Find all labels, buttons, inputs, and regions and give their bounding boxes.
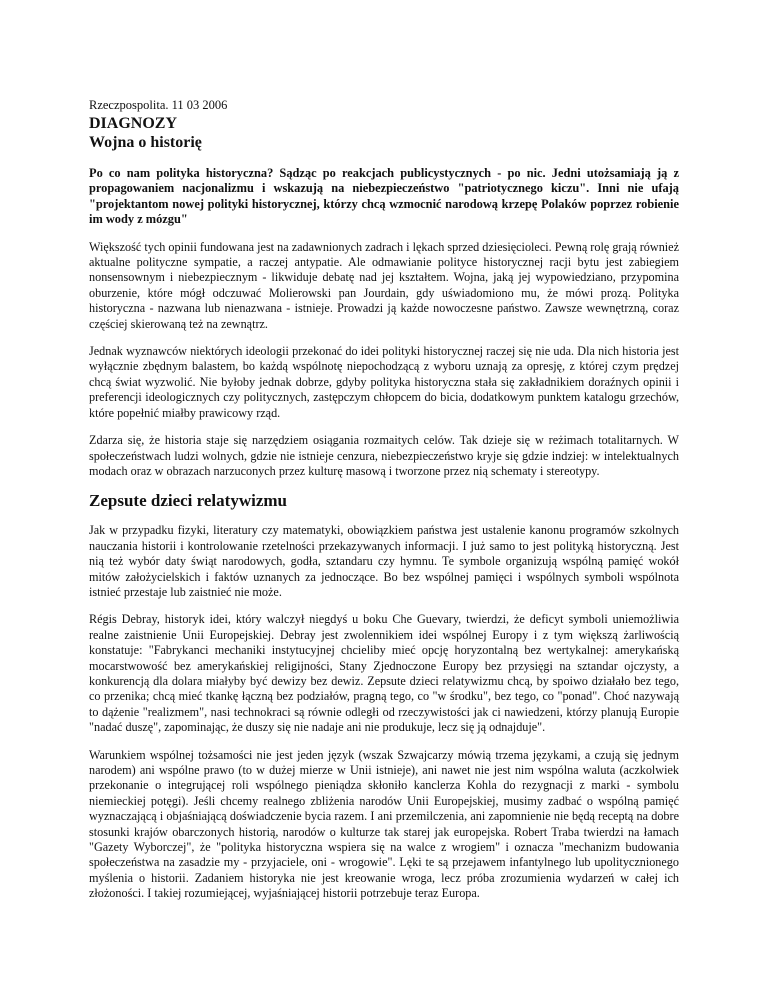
section-heading: Zepsute dzieci relatywizmu xyxy=(89,491,287,511)
body-paragraph: Warunkiem wspólnej tożsamości nie jest jeden język (wszak Szwajcarzy mówią trzema językami, a czują się jednym narodem) ani wspólne prawo (to w dużej mierze w Unii istnieje), ani nawet nie jest nim wspólna waluta (aczkolwiek przekonanie o integrującej roli wspólnego pieniądza skłoniło kanclerza Kohla do rezygnacji z marki - symbolu niemieckiej potęgi). Jeśli chcemy realnego zbliżenia narodów Unii Europejskiej, musimy zadbać o wspólną pamięć wyznaczającą i objaśniającą doświadczenie bycia razem. I ani przemilczenia, ani zapomnienie nie będą receptą na dobre stosunki krajów obarczonych historią, narodów o kulturze tak starej jak europejska. Robert Traba twierdzi na łamach "Gazety Wyborczej", że "polityka historyczna wspiera się na walce z wrogiem" i oznacza "mechanizm budowania społeczeństwa na zasadzie my - przyjaciele, oni - wrogowie". Lęki te są przejawem infantylnego lub upolitycznionego myślenia o historii. Zadaniem historyka nie jest kreowanie wroga, lecz próba zrozumienia wydarzeń w całej ich złożoności. I takiej rozumiejącej, wyjaśniającej historii potrzebuje teraz Europa. xyxy=(89,747,679,901)
body-paragraph: Większość tych opinii fundowana jest na zadawnionych zadrach i lękach sprzed dziesięcioleci. Pewną rolę grają również aktualne polityczne sympatie, a raczej antypatie. Ale odmawianie polityce historycznej racji bytu jest zabiegiem nonsensownym i niebezpiecznym - likwiduje debatę nad jej kształtem. Wojna, jaką jej wypowiedziano, przypomina oburzenie, które mógł odczuwać Molierowski pan Jourdain, gdy uświadomiono mu, że mówi prozą. Polityka historyczna - nazwana lub nienazwana - istnieje. Prowadzi ją każde nowoczesne państwo. Zawsze wewnętrzną, coraz częściej skierowaną też na zewnątrz. xyxy=(89,239,679,331)
section-label: DIAGNOZY xyxy=(89,115,178,132)
article-title: Wojna o historię xyxy=(89,134,202,151)
source-line: Rzeczpospolita. 11 03 2006 xyxy=(89,98,228,112)
body-paragraph: Régis Debray, historyk idei, który walczył niegdyś u boku Che Guevary, twierdzi, że deficyt symboli uniemożliwia realne zaistnienie Unii Europejskiej. Debray jest zwolennikiem idei wspólnej Europy i z tym większą żarliwością konstatuje: "Fabrykanci mechaniki instytucyjnej chcieliby mieć opcję horyzontalną bez wertykalnej: amerykańską mocarstwowość bez amerykańskiej religijności, Stany Zjednoczone Europy bez przysięgi na sztandar ojczysty, a konkurencją dla dolara miałyby być dewizy bez dewiz. Zepsute dzieci relatywizmu chcą, by spoiwo działało bez tego, co przenika; chcą mieć tkankę łączną bez podziałów, pragną tego, co "w środku", bez tego, co "ponad". Choć nazywają to dążenie "realizmem", nasi technokraci są równie odległi od rzeczywistości jak ci nawiedzeni, którzy planują Europie "nadać duszę", zapominając, że duszy się nie nadaje ani nie produkuje, lecz się ją odnajduje". xyxy=(89,612,679,735)
body-paragraph: Jednak wyznawców niektórych ideologii przekonać do idei polityki historycznej raczej się nie uda. Dla nich historia jest wyłącznie zbędnym balastem, bo każdą wspólnotę niepochodzącą z wyboru uznają za opresję, z której czym prędzej chcą świat wyzwolić. Nie byłoby jednak dobrze, gdyby polityka historyczna stała się zakładnikiem doraźnych opinii i preferencji ideologicznych czy politycznych, zastępczym chłopcem do bicia, dodatkowym punktem katalogu grzechów, które popełnić miałby prawicowy rząd. xyxy=(89,344,679,420)
lead-paragraph: Po co nam polityka historyczna? Sądząc po reakcjach publicystycznych - po nic. Jedni utożsamiają ją z propagowaniem nacjonalizmu i wskazują na niebezpieczeństwo "patriotycznego kiczu". Inni nie ufają "projektantom nowej polityki historycznej, którzy chcą wzmocnić narodową krzepę Polaków poprzez robienie im wody z mózgu" xyxy=(89,166,679,227)
document-page xyxy=(89,97,679,914)
body-paragraph: Jak w przypadku fizyki, literatury czy matematyki, obowiązkiem państwa jest ustalenie kanonu programów szkolnych nauczania historii i kontrolowanie rzetelności przekazywanych informacji. I już samo to jest polityką historyczną. Jest nią też wybór daty świąt narodowych, godła, sztandaru czy hymnu. Te symbole organizują wspólną pamięć wokół mitów założycielskich i faktów uznanych za jednoczące. Bo bez wspólnej pamięci i wspólnych symboli wspólnota istnieć przestaje lub zaistnieć nie może. xyxy=(89,523,679,599)
body-paragraph: Zdarza się, że historia staje się narzędziem osiągania rozmaitych celów. Tak dzieje się w reżimach totalitarnych. W społeczeństwach ludzi wolnych, gdzie nie istnieje cenzura, niebezpieczeństwo kryje się gdzie indziej: w intelektualnych modach oraz w obrazach narzuconych przez kulturę masową i tworzone przez nią schematy i stereotypy. xyxy=(89,433,679,478)
